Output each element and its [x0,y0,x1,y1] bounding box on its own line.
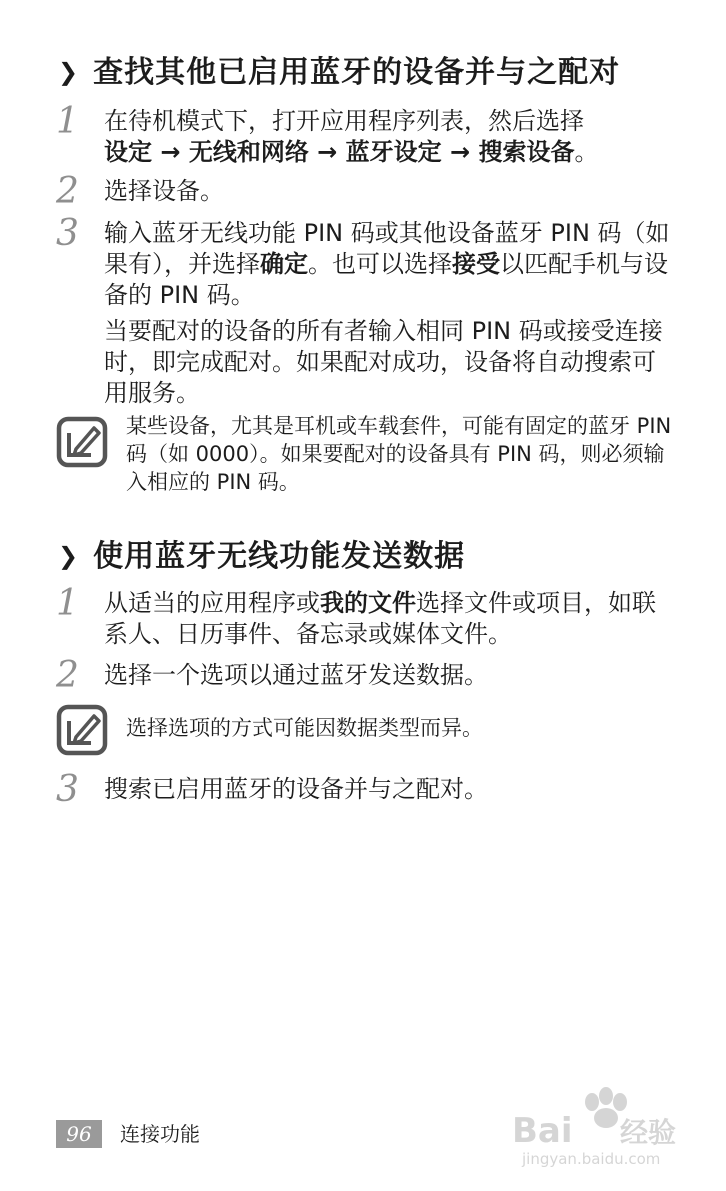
step-text-part: 在待机模式下，打开应用程序列表，然后选择 [104,107,584,135]
step-text-part: 从适当的应用程序或 [104,589,320,617]
step-text-part: 搜索已启用蓝牙的设备并与之配对。 [104,775,488,803]
step-text [104,660,674,691]
page-number: 96 [56,1120,102,1148]
step-text-part: 选择文件或项目，如联系人、日历事件、备忘录或媒体文件。 [104,589,656,648]
step-number: 3 [56,769,79,810]
step-text-part: 以匹配手机与设备的 PIN 码。 [104,250,668,309]
accept-label: 接受 [452,250,500,278]
step-text-part: 选择设备。 [104,177,224,205]
step-number: 2 [56,171,79,212]
section-title-find-devices [58,52,620,93]
confirm-label: 确定 [260,250,308,278]
my-files-label: 我的文件 [320,589,416,617]
note-text: 某些设备，尤其是耳机或车载套件，可能有固定的蓝牙 PIN 码（如 0000）。如果要配对的设备具有 PIN 码，则必须输入相应的 PIN 码。 [126,414,672,494]
step-number: 1 [56,101,79,142]
section-title-send-data [58,536,465,577]
settings-menu-path: 设定 → 无线和网络 → 蓝牙设定 → 搜索设备 [104,138,575,166]
chapter-label: 连接功能 [120,1122,200,1146]
svg-text:Bai: Bai [512,1111,573,1151]
step-text-part: 。也可以选择 [308,250,452,278]
note-text: 选择选项的方式可能因数据类型而异。 [126,716,483,740]
step-text [104,588,674,650]
chevron-right-icon: ❯ [58,58,80,86]
step-text [104,176,674,207]
pairing-explanation: 当要配对的设备的所有者输入相同 PIN 码或接受连接时，即完成配对。如果配对成功，设备将自动搜索可用服务。 [104,317,663,407]
step-text [104,106,674,168]
section-title-text: 使用蓝牙无线功能发送数据 [93,539,466,574]
note-pencil-icon [56,704,108,756]
note-pencil-icon [56,416,108,468]
section-title-text: 查找其他已启用蓝牙的设备并与之配对 [93,55,621,90]
step-text-part: 选择一个选项以通过蓝牙发送数据。 [104,661,488,689]
step-number: 3 [56,213,79,254]
step-text-part: 输入蓝牙无线功能 PIN 码或其他设备蓝牙 PIN 码（如果有），并选择 [104,219,670,278]
step-text [104,218,674,311]
step-text [104,774,674,805]
baidu-jingyan-watermark [500,1078,700,1168]
svg-text:jingyan.baidu.com: jingyan.baidu.com [522,1150,661,1168]
svg-text:经验: 经验 [620,1116,677,1149]
step-number: 1 [56,583,79,624]
step-text-part: 。 [574,138,599,166]
chevron-right-icon: ❯ [58,542,80,570]
step-number: 2 [56,655,79,696]
